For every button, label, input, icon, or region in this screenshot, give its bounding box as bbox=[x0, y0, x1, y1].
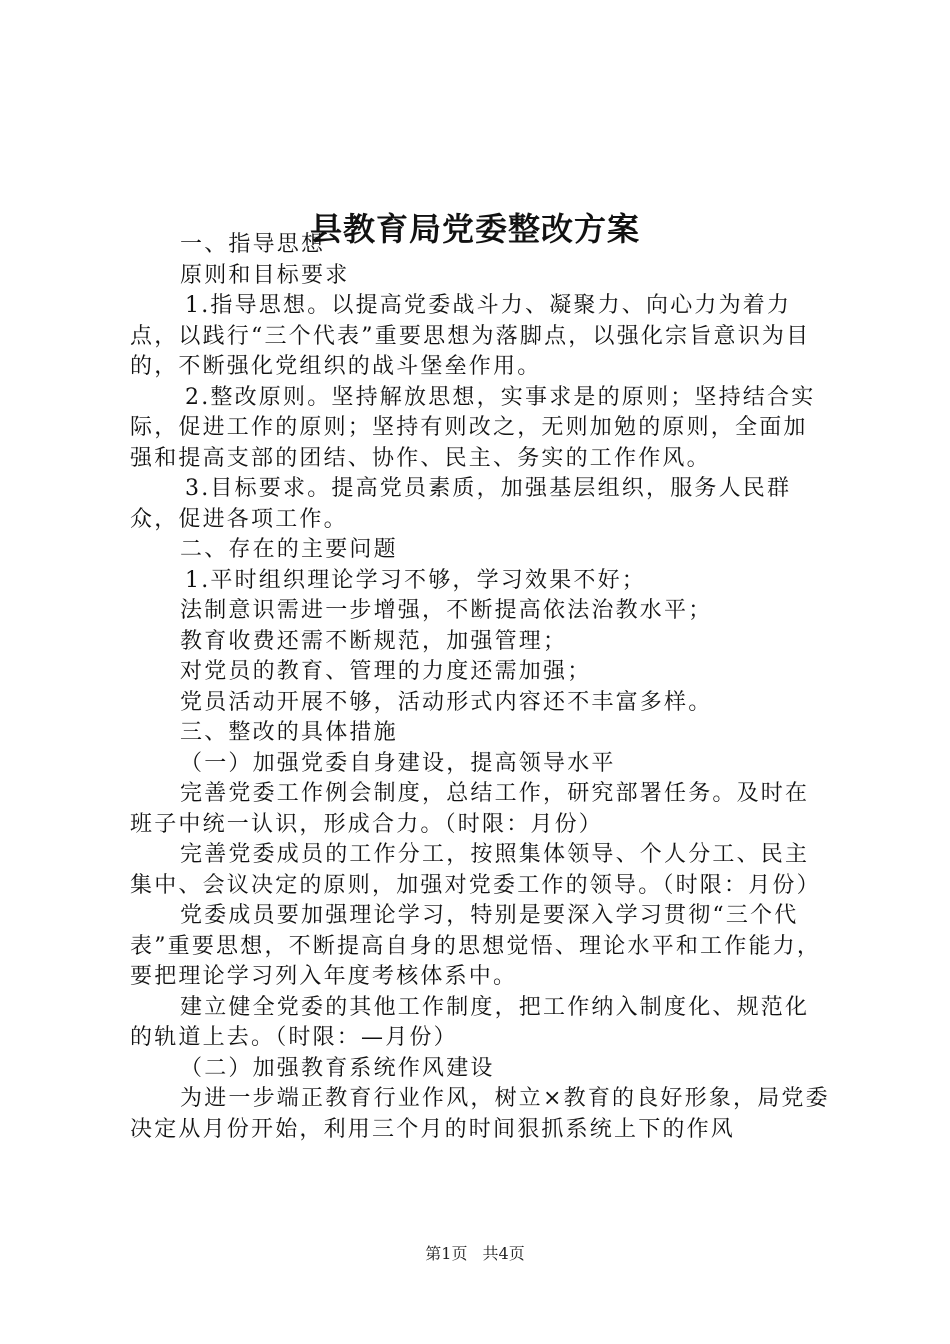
section-heading: 一、指导思想 bbox=[180, 232, 326, 257]
list-item: 1.平时组织理论学习不够，学习效果不好； bbox=[185, 567, 646, 593]
list-item: 法制意识需进一步增强，不断提高依法治教水平； bbox=[180, 598, 713, 623]
document-body bbox=[130, 230, 830, 1145]
paragraph: 1.指导思想。以提高党委战斗力、凝聚力、向心力为着力点，以践行“三个代表”重要思想为落脚点，以强化宗旨意识为目的，不断强化党组织的战斗堡垒作用。 bbox=[130, 293, 811, 379]
paragraph: 完善党委成员的工作分工，按照集体领导、个人分工、民主集中、会议决定的原则，加强对党委工作的领导。（时限：月份） bbox=[130, 842, 821, 898]
paragraph: 党委成员要加强理论学习，特别是要深入学习贯彻“三个代表”重要思想，不断提高自身的思想觉悟、理论水平和工作能力，要把理论学习列入年度考核体系中。 bbox=[130, 903, 822, 989]
paragraph: 2.整改原则。坚持解放思想，实事求是的原则；坚持结合实际，促进工作的原则；坚持有则改之，无则加勉的原则，全面加强和提高支部的团结、协作、民主、务实的工作作风。 bbox=[130, 384, 816, 471]
list-item: 教育收费还需不断规范，加强管理； bbox=[180, 628, 568, 654]
list-item: 对党员的教育、管理的力度还需加强； bbox=[180, 659, 592, 684]
subheading: （二）加强教育系统作风建设 bbox=[180, 1055, 495, 1081]
document-title: 县教育局党委整改方案 bbox=[309, 210, 640, 249]
paragraph: 建立健全党委的其他工作制度，把工作纳入制度化、规范化的轨道上去。（时限：—月份） bbox=[130, 994, 810, 1050]
page-number: 第1页 bbox=[425, 1244, 468, 1263]
paragraph: 完善党委工作例会制度，总结工作，研究部署任务。及时在班子中统一认识，形成合力。（时限：月份） bbox=[130, 781, 810, 837]
page-footer bbox=[0, 1244, 950, 1264]
paragraph: 3.目标要求。提高党员素质，加强基层组织，服务人民群众，促进各项工作。 bbox=[130, 476, 792, 532]
subheading: 原则和目标要求 bbox=[180, 262, 350, 288]
subheading: （一）加强党委自身建设，提高领导水平 bbox=[180, 750, 616, 776]
list-item: 党员活动开展不够，活动形式内容还不丰富多样。 bbox=[180, 689, 713, 715]
section-heading: 二、存在的主要问题 bbox=[180, 537, 398, 562]
page-total: 共4页 bbox=[482, 1244, 525, 1263]
section-heading: 三、整改的具体措施 bbox=[180, 720, 398, 745]
paragraph: 为进一步端正教育行业作风，树立×教育的良好形象，局党委决定从月份开始，利用三个月的时间狠抓系统上下的作风 bbox=[130, 1086, 830, 1142]
